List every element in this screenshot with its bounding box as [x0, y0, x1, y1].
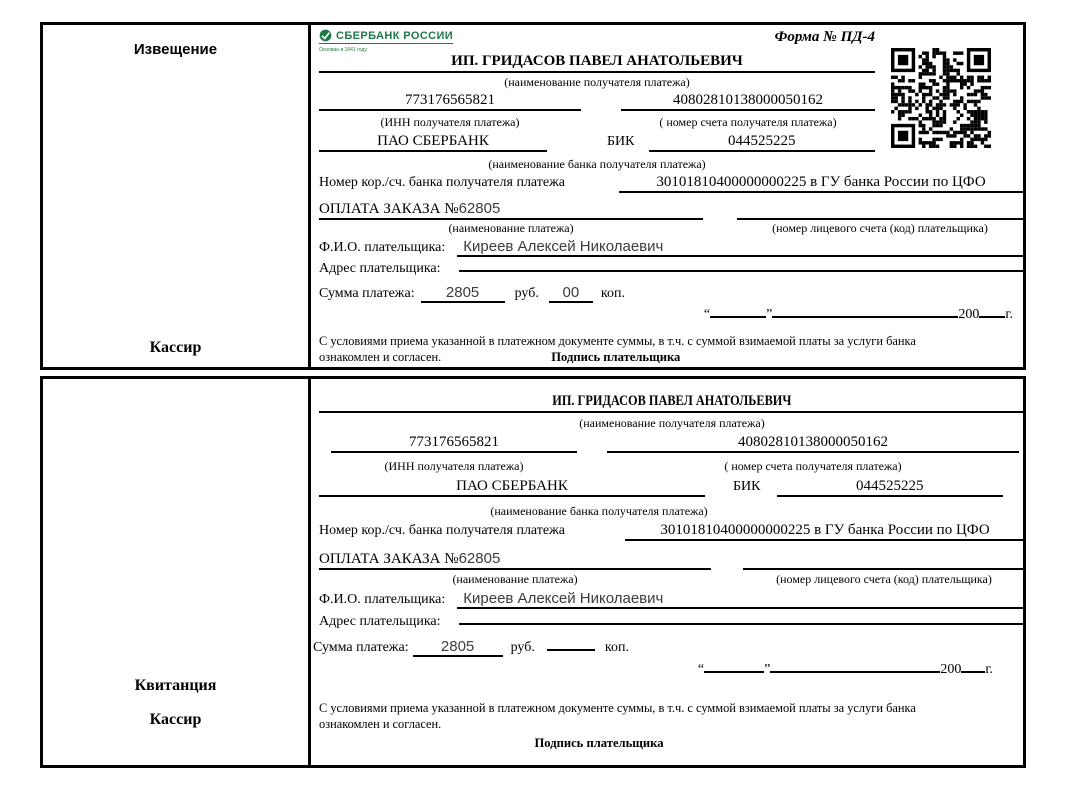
personal-account-caption: (номер лицевого счета (код) плательщика) [776, 572, 992, 586]
date-close-quote: ” [766, 307, 773, 322]
rub-label: руб. [510, 640, 535, 655]
bik-field: 044525225 [777, 478, 1004, 497]
payee-name: ИП. ГРИДАСОВ ПАВЕЛ АНАТОЛЬЕВИЧ [319, 53, 875, 73]
korr-account-field: 30101810400000000225 в ГУ банка России по ЦФО [625, 522, 1025, 541]
bik-label: БИК [607, 134, 635, 149]
payer-address-field [459, 270, 1023, 272]
payment-caption: (наименование платежа) [448, 221, 574, 235]
payer-address-field [459, 623, 1025, 625]
sberbank-logo-text: СБЕРБАНК РОССИИ [336, 29, 454, 42]
year-prefix: 200 [940, 662, 962, 677]
sberbank-logo-tagline: Основан в 1841 году [319, 47, 367, 53]
conditions-text-line1: С условиями приема указанной в платежном документе суммы, в т.ч. с суммой взимаемой платы за услуги банка [319, 701, 916, 715]
notice-cashier-label: Кассир [149, 339, 202, 356]
payer-address-label: Адрес плательщика: [319, 261, 441, 276]
receipt-section [40, 376, 1026, 768]
receipt-form-area [311, 379, 1025, 765]
personal-account-field [737, 196, 1023, 220]
account-field: 40802810138000050162 [607, 434, 1019, 453]
payer-name-label: Ф.И.О. плательщика: [319, 592, 446, 607]
personal-account-field [743, 545, 1025, 570]
bank-caption: (наименование банка получателя платежа) [490, 504, 708, 518]
payer-name-label: Ф.И.О. плательщика: [319, 240, 446, 255]
inn-caption: (ИНН получателя платежа) [384, 459, 524, 473]
sum-label: Сумма платежа: [313, 640, 409, 655]
notice-title: Извещение [133, 41, 218, 58]
payer-address-label: Адрес плательщика: [319, 614, 441, 629]
amount-rub-field: 2805 [421, 284, 505, 303]
order-number-field: 62805 [458, 200, 501, 217]
year-field [961, 671, 985, 673]
year-field [979, 316, 1005, 318]
personal-account-caption: (номер лицевого счета (код) плательщика) [772, 221, 988, 235]
bik-label: БИК [733, 479, 761, 494]
amount-rub-field: 2805 [413, 638, 503, 657]
payee-name: ИП. ГРИДАСОВ ПАВЕЛ АНАТОЛЬЕВИЧ [552, 393, 792, 409]
payment-caption: (наименование платежа) [452, 572, 578, 586]
payer-signature-label: Подпись плательщика [551, 350, 681, 364]
form-number-label: Форма № ПД-4 [774, 29, 875, 45]
date-month-field [772, 316, 958, 318]
sberbank-check-icon [319, 29, 332, 42]
receipt-title: Квитанция [134, 677, 217, 694]
korr-label: Номер кор./сч. банка получателя платежа [319, 523, 565, 538]
date-month-field [770, 671, 940, 673]
notice-form-area [311, 25, 1031, 367]
inn-field: 773176565821 [319, 92, 581, 111]
inn-caption: (ИНН получателя платежа) [380, 115, 520, 129]
bik-field: 044525225 [649, 133, 876, 152]
payment-purpose-label: ОПЛАТА ЗАКАЗА № [319, 201, 459, 217]
payer-signature-label: Подпись плательщика [534, 736, 664, 750]
date-close-quote: ” [764, 662, 771, 677]
date-open-quote: “ [703, 307, 711, 322]
date-open-quote: “ [697, 662, 705, 677]
rub-label: руб. [514, 286, 539, 301]
bank-caption: (наименование банка получателя платежа) [488, 157, 706, 171]
kop-label: коп. [604, 640, 629, 655]
notice-section [40, 22, 1026, 370]
sberbank-logo [319, 29, 453, 55]
payee-caption: (наименование получателя платежа) [579, 416, 765, 430]
conditions-text-line1: С условиями приема указанной в платежном документе суммы, в т.ч. с суммой взимаемой платы за услуги банка [319, 334, 916, 348]
conditions-text-line2: ознакомлен и согласен. [319, 717, 442, 731]
inn-field: 773176565821 [331, 434, 577, 453]
notice-left-column [43, 25, 311, 367]
account-field: 40802810138000050162 [621, 92, 875, 111]
amount-kop-field [547, 649, 595, 651]
amount-kop-field: 00 [549, 284, 593, 303]
sum-label: Сумма платежа: [319, 286, 415, 301]
kop-label: коп. [600, 286, 625, 301]
payment-qr-code [891, 47, 991, 149]
date-day-field [710, 316, 766, 318]
bank-name-field: ПАО СБЕРБАНК [319, 478, 705, 497]
payee-caption: (наименование получателя платежа) [504, 75, 690, 89]
payer-name-field: Киреев Алексей Николаевич [457, 590, 1025, 609]
payer-name-field: Киреев Алексей Николаевич [457, 238, 1023, 257]
receipt-cashier-label: Кассир [149, 711, 202, 728]
order-number-field: 62805 [458, 550, 501, 567]
conditions-text-line2: ознакомлен и согласен. [319, 350, 442, 364]
date-day-field [704, 671, 764, 673]
account-caption: ( номер счета получателя платежа) [659, 115, 837, 129]
receipt-left-column [43, 379, 311, 765]
payment-purpose-label: ОПЛАТА ЗАКАЗА № [319, 551, 459, 567]
korr-account-field: 30101810400000000225 в ГУ банка России по ЦФО [619, 174, 1023, 193]
bank-name-field: ПАО СБЕРБАНК [319, 133, 547, 152]
year-suffix: г. [985, 662, 993, 677]
korr-label: Номер кор./сч. банка получателя платежа [319, 175, 565, 190]
year-prefix: 200 [958, 307, 980, 322]
year-suffix: г. [1005, 307, 1013, 322]
account-caption: ( номер счета получателя платежа) [724, 459, 902, 473]
